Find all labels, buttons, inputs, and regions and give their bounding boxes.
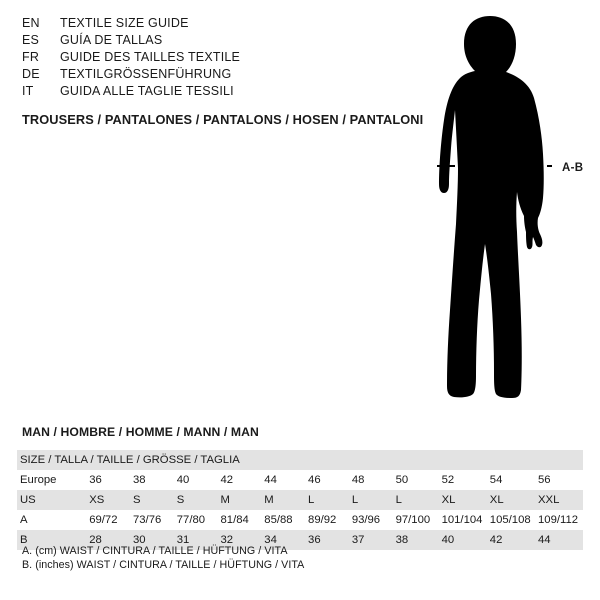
- language-code: DE: [22, 67, 40, 81]
- table-cell: 48: [351, 474, 365, 486]
- table-cell: 40: [176, 474, 190, 486]
- language-text: TEXTILE SIZE GUIDE: [60, 16, 189, 30]
- table-row: [17, 490, 583, 510]
- table-cell: 73/76: [132, 514, 162, 526]
- table-row-label: Europe: [20, 474, 57, 486]
- table-cell: 97/100: [395, 514, 431, 526]
- table-row: [17, 510, 583, 530]
- table-cell: 32: [218, 530, 262, 550]
- language-row: [22, 50, 382, 67]
- table-cell: XXL: [535, 490, 583, 510]
- language-row: [22, 33, 382, 50]
- table-cell: 77/80: [176, 514, 206, 526]
- table-cell: 56: [538, 474, 551, 486]
- table-cell: 54: [489, 474, 503, 486]
- language-code: EN: [22, 16, 40, 30]
- silhouette-icon: [400, 8, 600, 408]
- table-title: MAN / HOMBRE / HOMME / MANN / MAN: [22, 425, 259, 439]
- table-row-label: A: [20, 514, 28, 526]
- language-text: TEXTILGRÖSSENFÜHRUNG: [60, 67, 232, 81]
- table-cell: XL: [487, 490, 535, 510]
- footnote-list: [22, 544, 304, 572]
- table-cell: M: [218, 490, 262, 510]
- table-cell: 44: [264, 474, 277, 486]
- language-row: [22, 84, 382, 101]
- table-cell: 85/88: [264, 514, 293, 526]
- table-cell: 81/84: [220, 514, 249, 526]
- table-cell: 105/108: [489, 514, 531, 526]
- table-cell: 44: [535, 530, 583, 550]
- table-cell: 93/96: [351, 514, 381, 526]
- table-row: [17, 450, 583, 470]
- table-cell: 38: [132, 474, 146, 486]
- table-cell: XS: [86, 490, 130, 510]
- table-cell: 40: [439, 530, 487, 550]
- table-cell: 30: [130, 530, 174, 550]
- table-cell: 109/112: [538, 514, 579, 526]
- table-cell: L: [305, 490, 349, 510]
- table-row-label: US: [17, 490, 86, 510]
- table-cell: 34: [261, 530, 305, 550]
- table-cell: 50: [395, 474, 409, 486]
- footnote-a: A. (cm) WAIST / CINTURA / TAILLE / HÜFTUNG / VITA: [22, 545, 288, 557]
- table-cell: 42: [487, 530, 535, 550]
- table-cell: 42: [220, 474, 234, 486]
- table-cell: 36: [89, 474, 102, 486]
- language-code: IT: [22, 84, 34, 98]
- language-text: GUÍA DE TALLAS: [60, 33, 163, 47]
- table-cell: 28: [86, 530, 130, 550]
- footnote-b: B. (inches) WAIST / CINTURA / TAILLE / HÜFTUNG / VITA: [22, 559, 305, 571]
- size-table: [17, 450, 583, 550]
- language-row: [22, 16, 382, 33]
- table-cell: L: [393, 490, 439, 510]
- table-cell: S: [174, 490, 218, 510]
- table-cell: 37: [349, 530, 393, 550]
- table-cell: 31: [174, 530, 218, 550]
- table-cell: 101/104: [441, 514, 483, 526]
- table-cell: 89/92: [308, 514, 337, 526]
- table-cell: 38: [393, 530, 439, 550]
- table-cell: XL: [439, 490, 487, 510]
- garment-section-title: TROUSERS / PANTALONES / PANTALONS / HOSEN / PANTALONI: [22, 112, 424, 127]
- table-row-label: B: [17, 530, 86, 550]
- measure-label-ab: A-B: [562, 162, 584, 174]
- table-cell: S: [130, 490, 174, 510]
- table-cell: 46: [308, 474, 321, 486]
- table-cell: 52: [441, 474, 455, 486]
- table-row-label: SIZE / TALLA / TAILLE / GRÖSSE / TAGLIA: [17, 450, 583, 470]
- table-cell: M: [261, 490, 305, 510]
- language-text: GUIDE DES TAILLES TEXTILE: [60, 50, 241, 64]
- language-code: FR: [22, 50, 40, 64]
- body-silhouette-figure: [400, 8, 600, 408]
- table-cell: 69/72: [89, 514, 118, 526]
- language-list: [22, 16, 382, 101]
- table-row: [17, 470, 583, 490]
- language-code: ES: [22, 33, 40, 47]
- language-row: [22, 67, 382, 84]
- table-cell: L: [349, 490, 393, 510]
- table-cell: 36: [305, 530, 349, 550]
- language-text: GUIDA ALLE TAGLIE TESSILI: [60, 84, 234, 98]
